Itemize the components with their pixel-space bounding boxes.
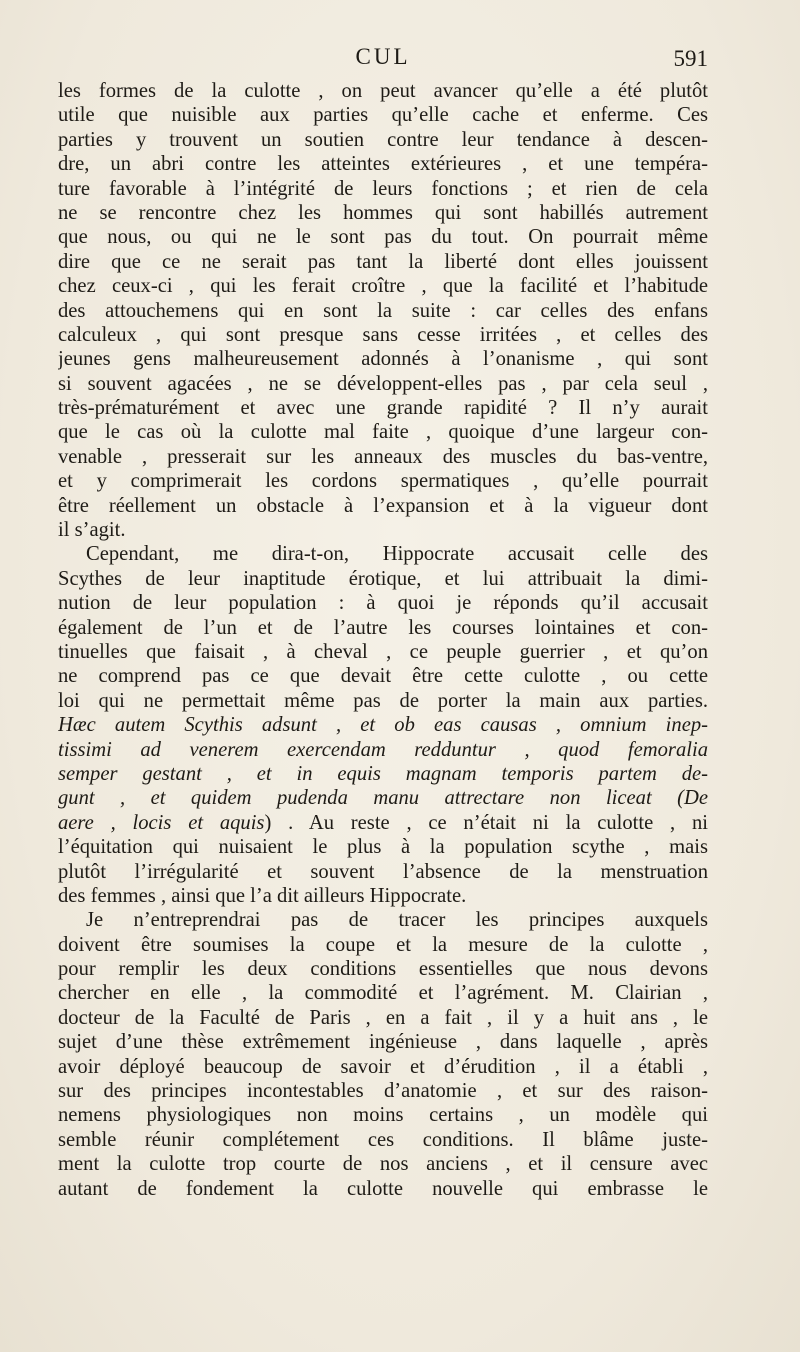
text-line: venable , presserait sur les anneaux des muscles du bas-ventre, (58, 445, 708, 468)
text-line: sujet d’une thèse extrêmement ingénieuse , dans laquelle , après (58, 1031, 708, 1054)
text-line: loi qui ne permettait même pas de porter la main aux parties. (58, 689, 708, 712)
citation-close-text: ) . Au reste , ce n’était ni la culotte , ni (264, 811, 708, 834)
text-line: dire que ce ne serait pas tant la liberté dont elles jouissent (58, 250, 708, 273)
text-line: utile que nuisible aux parties qu’elle cache et enferme. Ces (58, 104, 708, 127)
text-line: autant de fondement la culotte nouvelle qui embrasse le (58, 1177, 708, 1200)
text-line: ment la culotte trop courte de nos anciens , et il censure avec (58, 1153, 708, 1176)
text-line: Je n’entreprendrai pas de tracer les principes auxquels (86, 909, 708, 932)
page-number: 591 (673, 46, 708, 71)
text-line: des attouchemens qui en sont la suite : car celles des enfans (58, 299, 708, 322)
text-line: doivent être soumises la coupe et la mesure de la culotte , (58, 933, 708, 956)
citation-line (58, 811, 708, 835)
text-line: avoir déployé beaucoup de savoir et d’érudition , il a établi , (58, 1055, 708, 1078)
text-line: Cependant, me dira-t-on, Hippocrate accusait celle des (86, 543, 708, 566)
text-line: ture favorable à l’intégrité de leurs fonctions ; et rien de cela (58, 177, 708, 200)
text-line: être réellement un obstacle à l’expansion et à la vigueur dont (58, 494, 708, 517)
latin-quote-line (58, 786, 708, 810)
text-line: l’équitation qui nuisaient le plus à la population scythe , mais (58, 836, 708, 859)
text-line: et y comprimerait les cordons spermatiques , qu’elle pourrait (58, 470, 708, 493)
citation-open: (De (677, 787, 708, 810)
page-header (58, 44, 708, 78)
text-line: sur des principes incontestables d’anatomie , et sur des raison- (58, 1080, 708, 1103)
text-line: il s’agit. (58, 519, 126, 542)
text-line: des femmes , ainsi que l’a dit ailleurs Hippocrate. (58, 884, 467, 907)
text-line: docteur de la Faculté de Paris , en a fait , il y a huit ans , le (58, 1006, 708, 1029)
running-head: CUL (355, 44, 411, 69)
text-line: que nous, ou qui ne le sont pas du tout. On pourrait même (58, 226, 708, 249)
text-line: pour remplir les deux conditions essentielles que nous devons (58, 958, 708, 981)
text-line: ne se rencontre chez les hommes qui sont habillés autrement (58, 201, 708, 224)
text-line: les formes de la culotte , on peut avancer qu’elle a été plutôt (58, 80, 708, 102)
text-line: nemens physiologiques non moins certains , un modèle qui (58, 1104, 708, 1127)
text-line: nution de leur population : à quoi je réponds qu’il accusait (58, 592, 708, 615)
text-line: chercher en elle , la commodité et l’agrément. M. Clairian , (58, 982, 708, 1005)
text-line: calculeux , qui sont presque sans cesse irritées , et celles des (58, 323, 708, 346)
text-line: tinuelles que faisait , à cheval , ce peuple guerrier , et qu’on (58, 640, 708, 663)
body-text (58, 79, 708, 1201)
text-line: que le cas où la culotte mal faite , quoique d’une largeur con- (58, 421, 708, 444)
text-line: chez ceux-ci , qui les ferait croître , que la facilité et l’habitude (58, 275, 708, 298)
text-line: très-prématurément et avec une grande rapidité ? Il n’y aurait (58, 397, 708, 420)
latin-quote-line: tissimi ad venerem exercendam redduntur , quod femoralia (58, 738, 708, 761)
text-line: semble réunir complétement ces conditions. Il blâme juste- (58, 1128, 708, 1151)
citation-text: aere , locis et aquis (58, 811, 265, 834)
text-line: Scythes de leur inaptitude érotique, et lui attribuait la dimi- (58, 567, 708, 590)
text-line: également de l’un et de l’autre les courses lointaines et con- (58, 616, 708, 639)
text-line: si souvent agacées , ne se développent-elles pas , par cela seul , (58, 372, 708, 395)
latin-quote-line: semper gestant , et in equis magnam temporis partem de- (58, 762, 708, 785)
text-line: parties y trouvent un soutien contre leur tendance à descen- (58, 128, 708, 151)
text-line: plutôt l’irrégularité et souvent l’absence de la menstruation (58, 860, 708, 883)
text-line: ne comprend pas ce que devait être cette culotte , ou cette (58, 665, 708, 688)
latin-quote-line: Hæc autem Scythis adsunt , et ob eas causas , omnium inep- (58, 714, 708, 737)
text-line: dre, un abri contre les atteintes extérieures , et une tempéra- (58, 153, 708, 176)
latin-quote-fragment: gunt , et quidem pudenda manu attrectare non liceat (58, 787, 652, 810)
text-line: jeunes gens malheureusement adonnés à l’onanisme , qui sont (58, 348, 708, 371)
